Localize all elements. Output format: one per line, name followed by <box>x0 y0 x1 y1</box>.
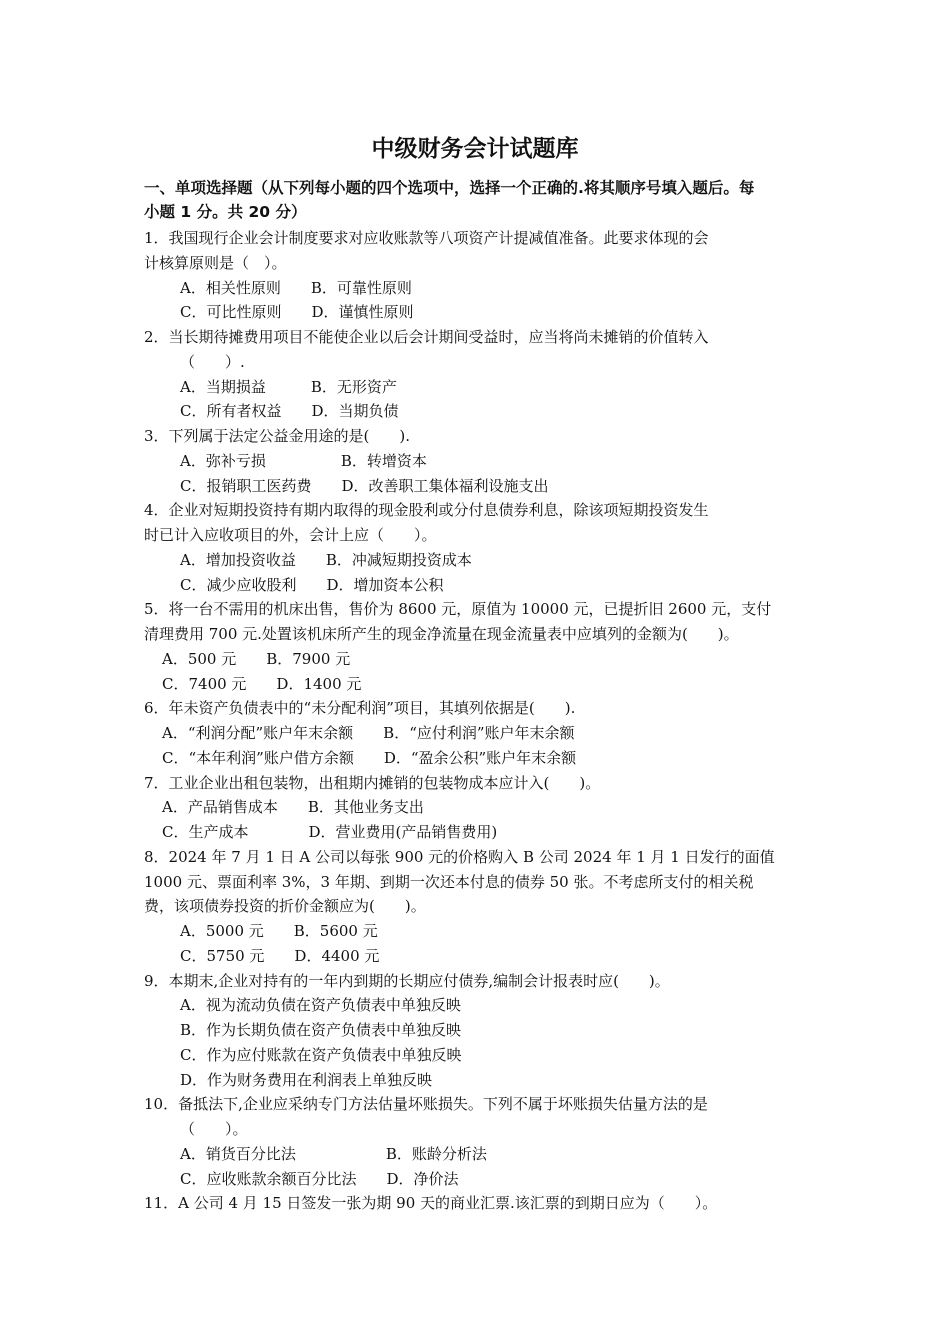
question-1 <box>144 226 814 325</box>
question-stem: 9．本期末,企业对持有的一年内到期的长期应付债券,编制会计报表时应( )。 <box>144 971 670 990</box>
section-heading-line-2: 小题 1 分。共 20 分） <box>144 203 307 221</box>
question-stem: 10．备抵法下,企业应采纳专门方法估量坏账损失。下列不属于坏账损失估量方法的是 <box>144 1095 708 1114</box>
question-list <box>144 226 814 1216</box>
question-stem: 1000 元、票面利率 3%，3 年期、到期一次还本付息的债券 50 张。不考虑所支付的相关税 <box>144 872 754 891</box>
section-heading-line-1: 一、单项选择题（从下列每小题的四个选项中，选择一个正确的.将其顺序号填入题后。每 <box>144 179 755 197</box>
question-2 <box>144 325 814 424</box>
question-stem: 6．年未资产负债表中的“未分配利润”项目，其填列依据是( ). <box>144 699 576 718</box>
option-row: C．可比性原则 D．谨慎性原则 <box>180 303 414 322</box>
question-4 <box>144 498 814 597</box>
option-row: A．视为流动负债在资产负债表中单独反映 <box>180 996 461 1015</box>
page-title: 中级财务会计试题库 <box>371 136 579 162</box>
option-row: C．减少应收股利 D．增加资本公积 <box>180 575 444 594</box>
question-stem: 计核算原则是（ ）。 <box>144 253 287 272</box>
question-stem: 5．将一台不需用的机床出售，售价为 8600 元，原值为 10000 元，已提折旧 2600 元，支付 <box>144 600 772 619</box>
option-row: A．销货百分比法 B．账龄分析法 <box>180 1144 487 1163</box>
option-row: C．报销职工医药费 D．改善职工集体福利设施支出 <box>180 476 549 495</box>
question-6 <box>144 696 814 770</box>
question-stem: 清理费用 700 元.处置该机床所产生的现金净流量在现金流量表中应填列的金额为( )。 <box>144 625 739 643</box>
option-row: C．生产成本 D．营业费用(产品销售费用) <box>162 823 498 841</box>
question-stem: 7．工业企业出租包装物，出租期内摊销的包装物成本应计入( )。 <box>144 773 601 792</box>
option-row: D．作为财务费用在利润表上单独反映 <box>180 1070 433 1089</box>
question-5 <box>144 597 814 696</box>
option-row: C．“本年利润”账户借方余额 D．“盈余公积”账户年末余额 <box>162 748 577 767</box>
question-stem: （ ）. <box>180 352 245 371</box>
question-10 <box>144 1092 814 1191</box>
question-9 <box>144 969 814 1093</box>
question-stem: 4．企业对短期投资持有期内取得的现金股利或分付息债券利息，除该项短期投资发生 <box>144 501 709 520</box>
option-row: A．5000 元 B．5600 元 <box>180 922 378 940</box>
option-row: C．5750 元 D．4400 元 <box>180 946 380 965</box>
question-stem: 3．下列属于法定公益金用途的是( ). <box>144 427 411 445</box>
option-row: B．作为长期负债在资产负债表中单独反映 <box>180 1021 462 1039</box>
question-stem: 时已计入应收项目的外，会计上应（ ）。 <box>144 526 437 544</box>
question-8 <box>144 845 814 969</box>
question-7 <box>144 771 814 845</box>
question-stem: 11．A 公司 4 月 15 日签发一张为期 90 天的商业汇票.该汇票的到期日应为（ ）。 <box>144 1194 718 1213</box>
option-row: A．增加投资收益 B．冲减短期投资成本 <box>180 550 472 569</box>
question-3 <box>144 424 814 498</box>
option-row: C．应收账款余额百分比法 D．净价法 <box>180 1169 459 1188</box>
question-stem: 8．2024 年 7 月 1 日 A 公司以每张 900 元的价格购入 B 公司 2024 年 1 月 1 日发行的面值 <box>144 847 775 866</box>
question-stem: （ ）。 <box>180 1120 248 1138</box>
option-row: A．弥补亏损 B．转增资本 <box>180 451 427 470</box>
option-row: A．相关性原则 B．可靠性原则 <box>180 278 412 297</box>
option-row: C．作为应付账款在资产负债表中单独反映 <box>180 1045 462 1064</box>
question-stem: 费，该项债券投资的折价金额应为( )。 <box>144 897 426 916</box>
option-row: A．500 元 B．7900 元 <box>162 649 351 668</box>
option-row: A．当期损益 B．无形资产 <box>180 377 397 396</box>
option-row: C．7400 元 D．1400 元 <box>162 674 362 693</box>
option-row: A．产品销售成本 B．其他业务支出 <box>162 798 424 817</box>
option-row: C．所有者权益 D．当期负债 <box>180 402 399 421</box>
option-row: A．“利润分配”账户年末余额 B．“应付利润”账户年末余额 <box>162 724 575 742</box>
question-stem: 1．我国现行企业会计制度要求对应收账款等八项资产计提减值准备。此要求体现的会 <box>144 229 709 247</box>
question-11 <box>144 1191 814 1216</box>
section-heading <box>144 176 814 224</box>
question-stem: 2．当长期待摊费用项目不能使企业以后会计期间受益时，应当将尚未摊销的价值转入 <box>144 328 709 346</box>
